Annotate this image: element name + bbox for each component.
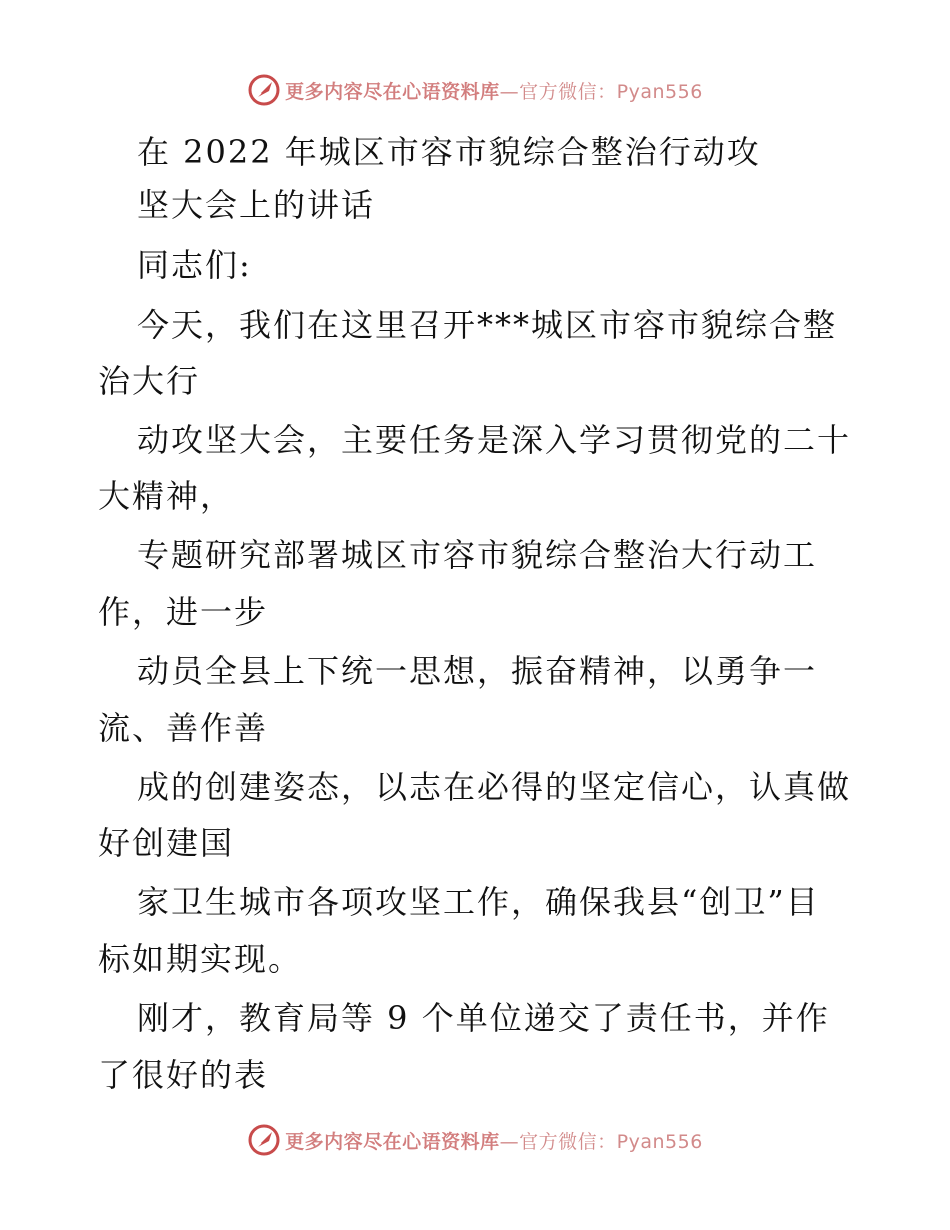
watermark-footer bbox=[0, 1120, 950, 1160]
quill-logo-icon bbox=[247, 73, 281, 107]
paragraph-line: 动员全县上下统一思想，振奋精神，以勇争一 bbox=[137, 652, 818, 690]
paragraph-line: 成的创建姿态，以志在必得的坚定信心，认真做 bbox=[137, 768, 852, 806]
paragraph-line: 好创建国 bbox=[98, 824, 235, 862]
paragraph-line: 刚才，教育局等 9 个单位递交了责任书，并作 bbox=[137, 999, 830, 1037]
paragraph-line: 动攻坚大会，主要任务是深入学习贯彻党的二十 bbox=[137, 421, 852, 459]
salutation: 同志们: bbox=[137, 246, 252, 284]
paragraph-line: 家卫生城市各项攻坚工作，确保我县“创卫”目 bbox=[137, 883, 820, 921]
watermark-header bbox=[0, 70, 950, 110]
paragraph-line: 大精神， bbox=[98, 477, 235, 515]
paragraph-line: 治大行 bbox=[98, 362, 201, 400]
title-line-1: 在 2022 年城区市容市貌综合整治行动攻 bbox=[137, 133, 761, 171]
paragraph-line: 专题研究部署城区市容市貌综合整治大行动工 bbox=[137, 536, 818, 574]
paragraph-line: 作，进一步 bbox=[98, 593, 269, 631]
paragraph-line: 标如期实现。 bbox=[98, 940, 303, 978]
paragraph-line: 今天，我们在这里召开***城区市容市貌综合整 bbox=[137, 306, 838, 344]
paragraph-line: 流、善作善 bbox=[98, 709, 269, 747]
watermark-text: 更多内容尽在心语资料库—官方微信：Pyan556 bbox=[285, 80, 703, 103]
title-line-2: 坚大会上的讲话 bbox=[137, 186, 376, 224]
quill-logo-icon bbox=[247, 1123, 281, 1157]
paragraph-line: 了很好的表 bbox=[98, 1056, 269, 1094]
watermark-text: 更多内容尽在心语资料库—官方微信：Pyan556 bbox=[285, 1130, 703, 1153]
